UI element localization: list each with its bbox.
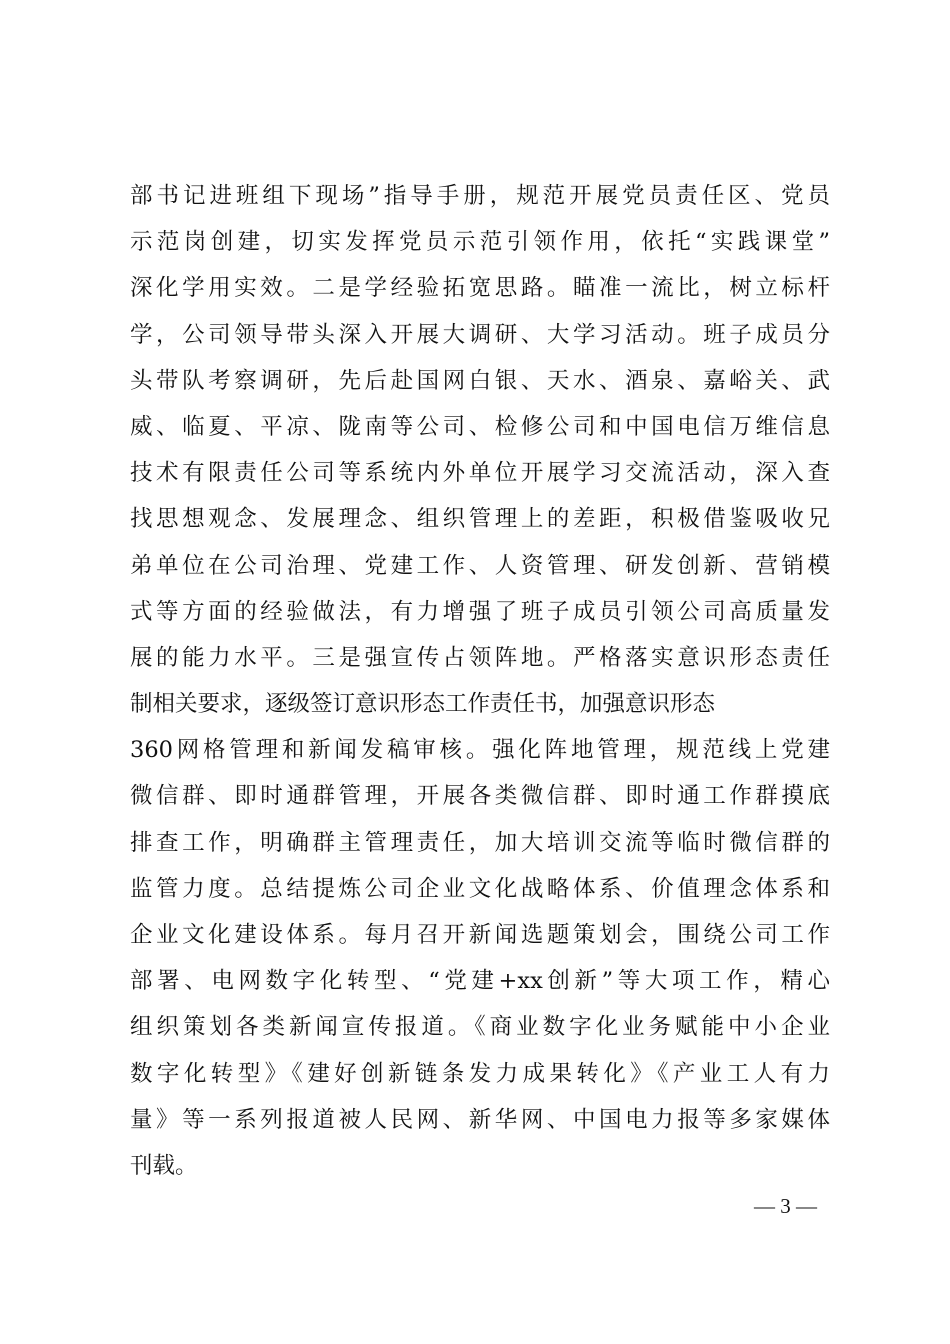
text-line: 监管力度。总结提炼公司企业文化战略体系、价值理念体系和 [130, 875, 830, 902]
text-line: 式等方面的经验做法，有力增强了班子成员引领公司高质量发 [130, 598, 830, 625]
text-line: 技术有限责任公司等系统内外单位开展学习交流活动，深入查 [130, 460, 830, 487]
text-line: 量》等一系列报道被人民网、新华网、中国电力报等多家媒体 [130, 1106, 830, 1133]
text-line: 组织策划各类新闻宣传报道。《商业数字化业务赋能中小企业 [130, 1014, 830, 1041]
text-line: 展的能力水平。三是强宣传占领阵地。严格落实意识形态责任 [130, 644, 830, 671]
text-line: 数字化转型》《建好创新链条发力成果转化》《产业工人有力 [130, 1060, 830, 1087]
text-line: 排查工作，明确群主管理责任，加大培训交流等临时微信群的 [130, 829, 830, 856]
page-number: — 3 — [754, 1194, 817, 1218]
text-line: 微信群、即时通群管理，开展各类微信群、即时通工作群摸底 [130, 783, 830, 810]
text-line: 深化学用实效。二是学经验拓宽思路。瞄准一流比，树立标杆 [130, 275, 830, 302]
text-line: 企业文化建设体系。每月召开新闻选题策划会，围绕公司工作 [130, 922, 830, 948]
text-line: 威、临夏、平凉、陇南等公司、检修公司和中国电信万维信息 [130, 413, 830, 440]
text-line: 示范岗创建，切实发挥党员示范引领作用，依托“实践课堂” [130, 229, 830, 256]
text-line: 学，公司领导带头深入开展大调研、大学习活动。班子成员分 [130, 321, 830, 348]
text-line: 弟单位在公司治理、党建工作、人资管理、研发创新、营销模 [130, 552, 830, 579]
body-text [130, 173, 830, 1189]
text-line: 360网格管理和新闻发稿审核。强化阵地管理，规范线上党建 [130, 737, 830, 764]
text-line: 刊载。 [130, 1152, 198, 1179]
text-line: 部署、电网数字化转型、“党建+xx创新”等大项工作，精心 [130, 968, 830, 995]
text-line: 头带队考察调研，先后赴国网白银、天水、酒泉、嘉峪关、武 [130, 367, 830, 394]
text-line: 找思想观念、发展理念、组织管理上的差距，积极借鉴吸收兄 [130, 506, 830, 533]
text-line: 制相关要求，逐级签订意识形态工作责任书，加强意识形态 [130, 691, 716, 718]
text-line: 部书记进班组下现场”指导手册，规范开展党员责任区、党员 [130, 183, 830, 209]
